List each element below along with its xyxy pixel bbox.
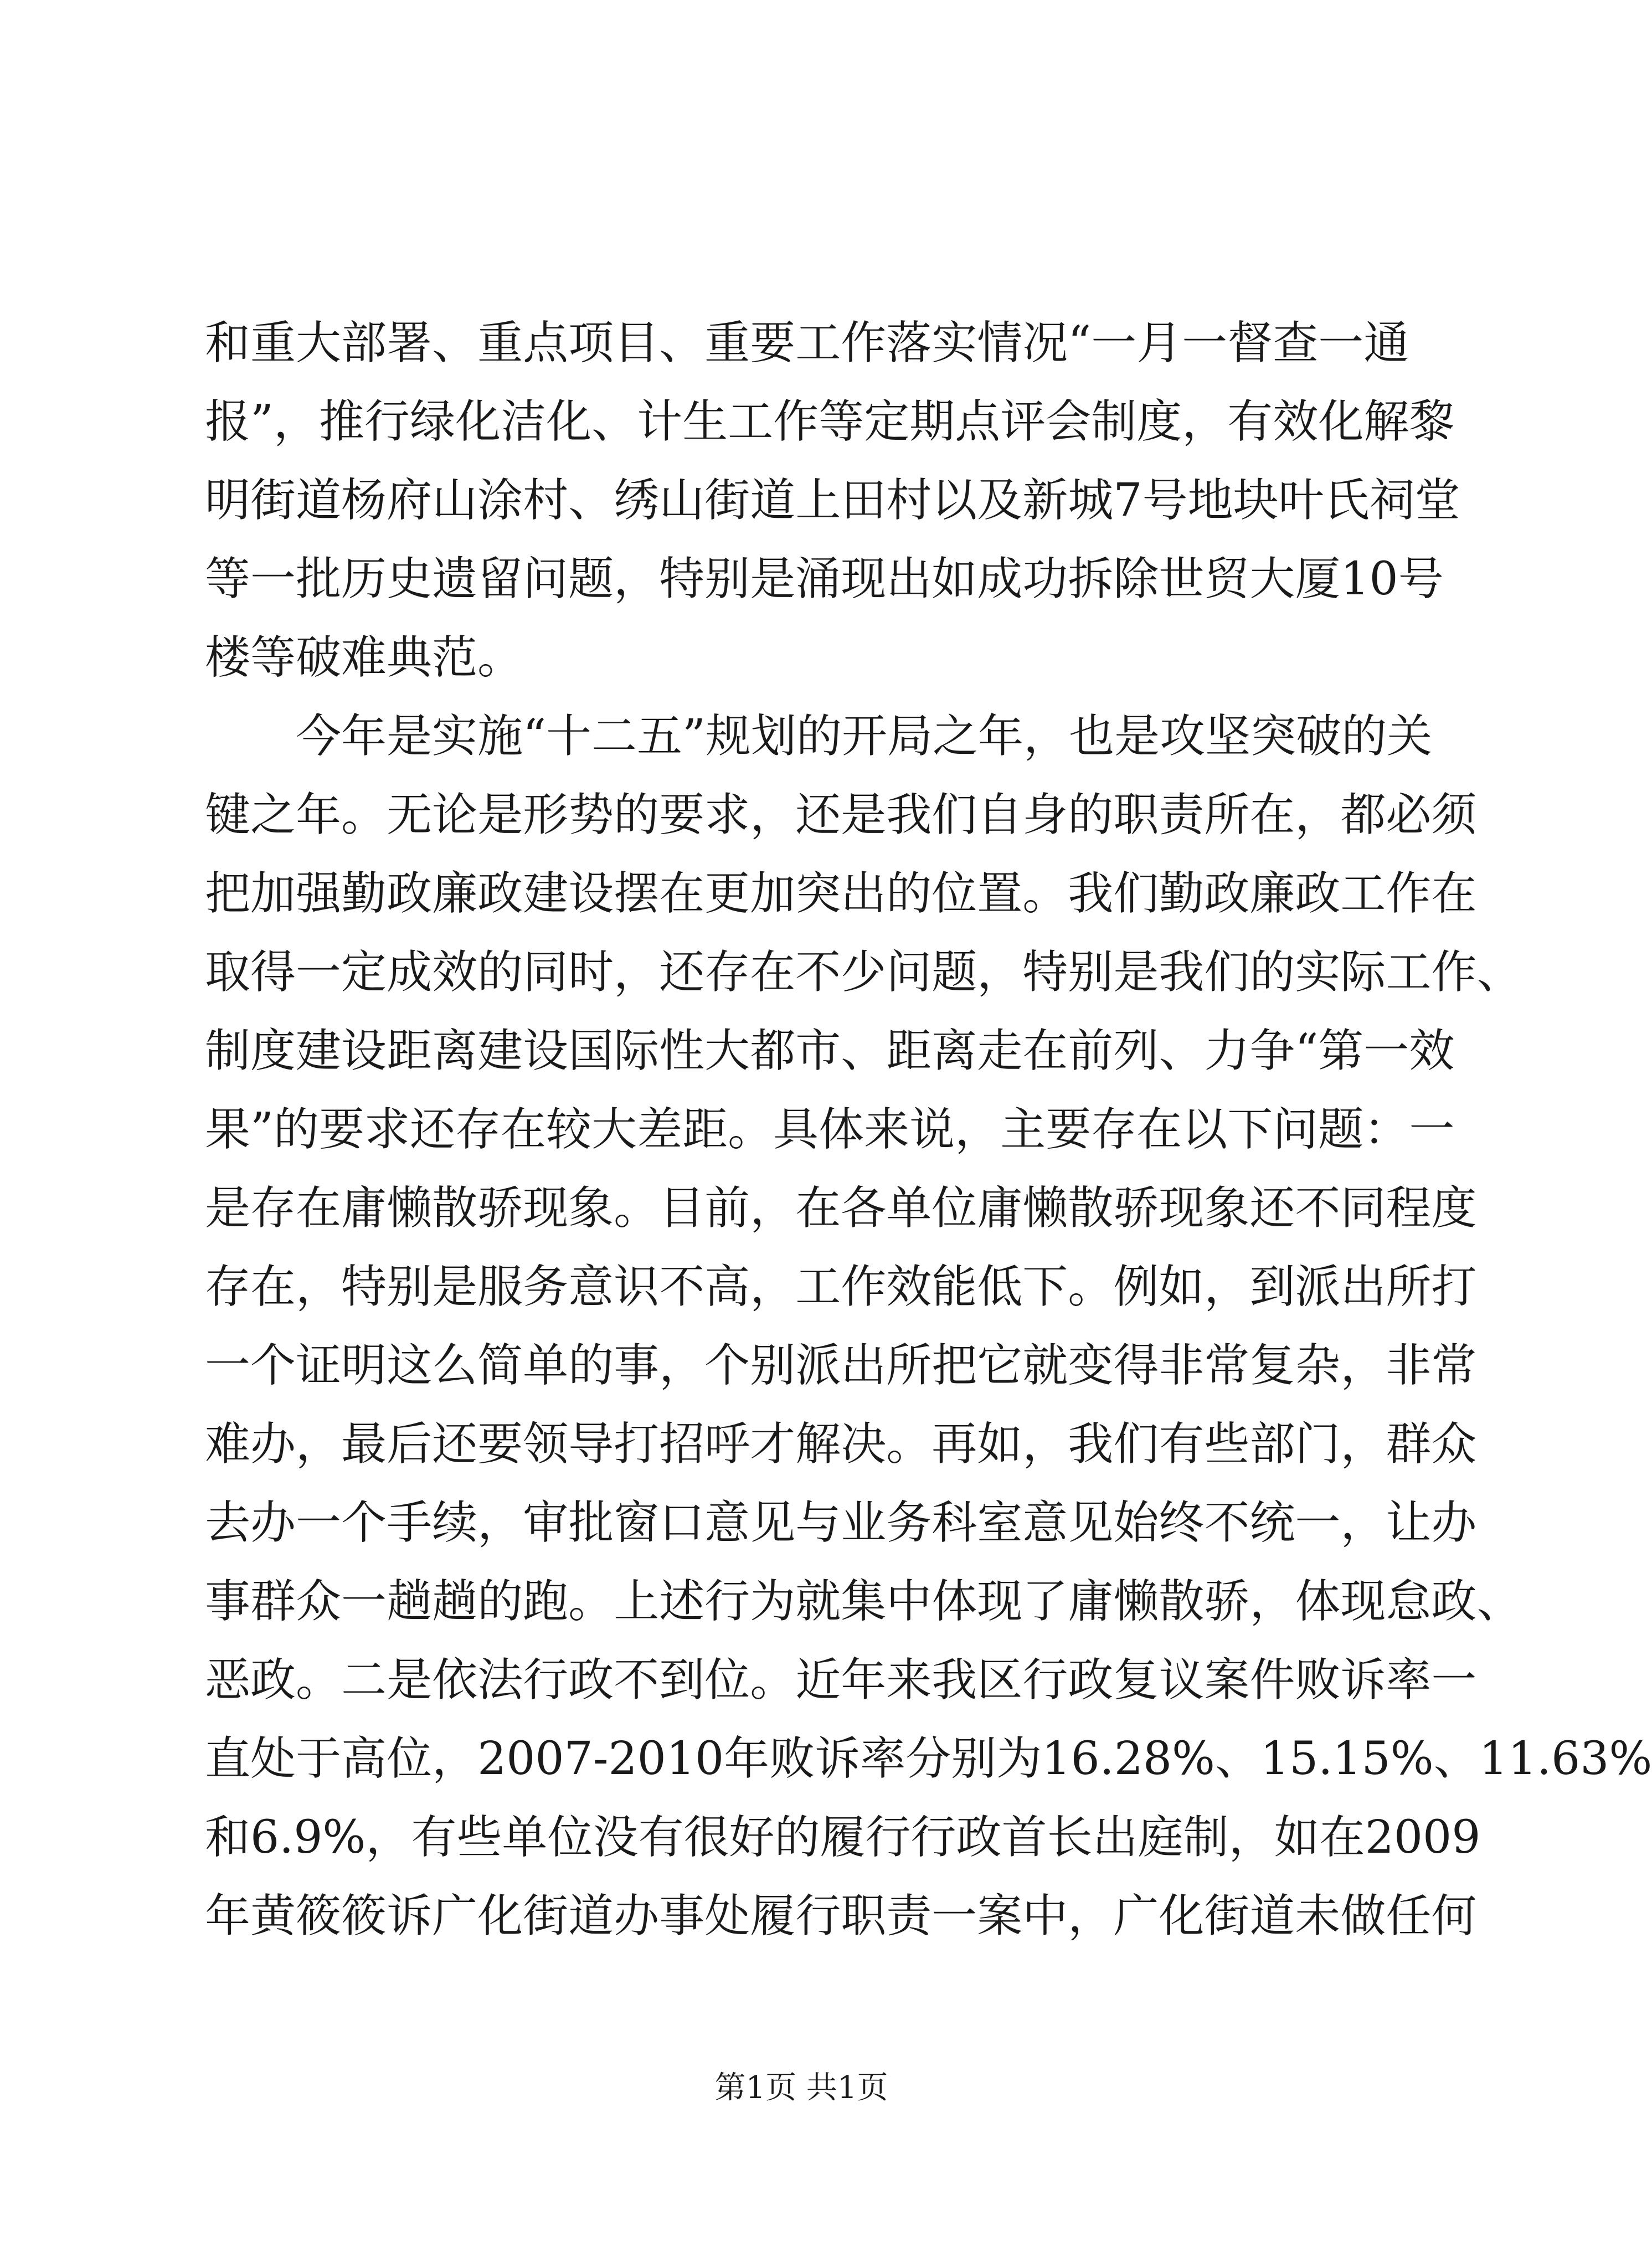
text-line: 和 重 大 部 署 、 重 点 项 目 、 重 要 工 作 落 实 情 况 “ 一 月 一 督 查 一 通 bbox=[205, 317, 1409, 369]
page-footer: 第1页 共1页 bbox=[714, 2070, 888, 2106]
text-line: 事 群 众 一 趟 趟 的 跑 。 上 述 行 为 就 集 中 体 现 了 庸 懒 散 骄 ， 体 现 怠 政 、 bbox=[205, 1575, 1522, 1628]
text-line: 难 办 ， 最 后 还 要 领 导 打 招 呼 才 解 决 。 再 如 ， 我 们 有 些 部 门 ， 群 众 bbox=[205, 1418, 1477, 1471]
text-line: 年 黄 筱 筱 诉 广 化 街 道 办 事 处 履 行 职 责 一 案 中 ， 广 化 街 道 未 做 任 何 bbox=[205, 1890, 1477, 1942]
text-line: 去 办 一 个 手 续 ， 审 批 窗 口 意 见 与 业 务 科 室 意 见 始 终 不 统 一 ， 让 办 bbox=[205, 1497, 1477, 1549]
text-line: 取 得 一 定 成 效 的 同 时 ， 还 存 在 不 少 问 题 ， 特 别 是 我 们 的 实 际 工 作 、 bbox=[205, 946, 1522, 999]
text-line: 直 处 于 高 位 ， 2007-2010 年 败 诉 率 分 别 为 16.28% 、 15.15% 、 11.63% bbox=[205, 1733, 1652, 1785]
text-line: 是 存 在 庸 懒 散 骄 现 象 。 目 前 ， 在 各 单 位 庸 懒 散 骄 现 象 还 不 同 程 度 bbox=[205, 1182, 1477, 1235]
text-line: 报 ” ， 推 行 绿 化 洁 化 、 计 生 工 作 等 定 期 点 评 会 制 度 ， 有 效 化 解 黎 bbox=[205, 395, 1455, 448]
text-line: 楼等破难典范。 bbox=[205, 631, 523, 684]
text-line: 键 之 年 。 无 论 是 形 势 的 要 求 ， 还 是 我 们 自 身 的 职 责 所 在 ， 都 必 须 bbox=[205, 789, 1477, 841]
text-line: 一 个 证 明 这 么 简 单 的 事 ， 个 别 派 出 所 把 它 就 变 得 非 常 复 杂 ， 非 常 bbox=[205, 1339, 1477, 1392]
text-line: 制 度 建 设 距 离 建 设 国 际 性 大 都 市 、 距 离 走 在 前 列 、 力 争 “ 第 一 效 bbox=[205, 1025, 1455, 1077]
text-line: 把 加 强 勤 政 廉 政 建 设 摆 在 更 加 突 出 的 位 置 。 我 们 勤 政 廉 政 工 作 在 bbox=[205, 867, 1477, 920]
text-line: 等 一 批 历 史 遗 留 问 题 ， 特 别 是 涌 现 出 如 成 功 拆 除 世 贸 大 厦 10 号 bbox=[205, 553, 1444, 605]
text-line: 果 ” 的 要 求 还 存 在 较 大 差 距 。 具 体 来 说 ， 主 要 存 在 以 下 问 题 ： 一 bbox=[205, 1103, 1455, 1156]
paragraph-first-line: 今 年 是 实 施 “ 十 二 五 ” 规 划 的 开 局 之 年 ， 也 是 攻 坚 突 破 的 关 bbox=[296, 710, 1433, 763]
text-line: 明 街 道 杨 府 山 涂 村 、 绣 山 街 道 上 田 村 以 及 新 城 7 号 地 块 叶 氏 祠 堂 bbox=[205, 474, 1460, 527]
text-line: 和 6.9% ， 有 些 单 位 没 有 很 好 的 履 行 行 政 首 长 出 庭 制 ， 如 在 2009 bbox=[205, 1811, 1481, 1864]
text-line: 恶 政 。 二 是 依 法 行 政 不 到 位 。 近 年 来 我 区 行 政 复 议 案 件 败 诉 率 一 bbox=[205, 1654, 1477, 1706]
text-line: 存 在 ， 特 别 是 服 务 意 识 不 高 ， 工 作 效 能 低 下 。 例 如 ， 到 派 出 所 打 bbox=[205, 1261, 1477, 1313]
